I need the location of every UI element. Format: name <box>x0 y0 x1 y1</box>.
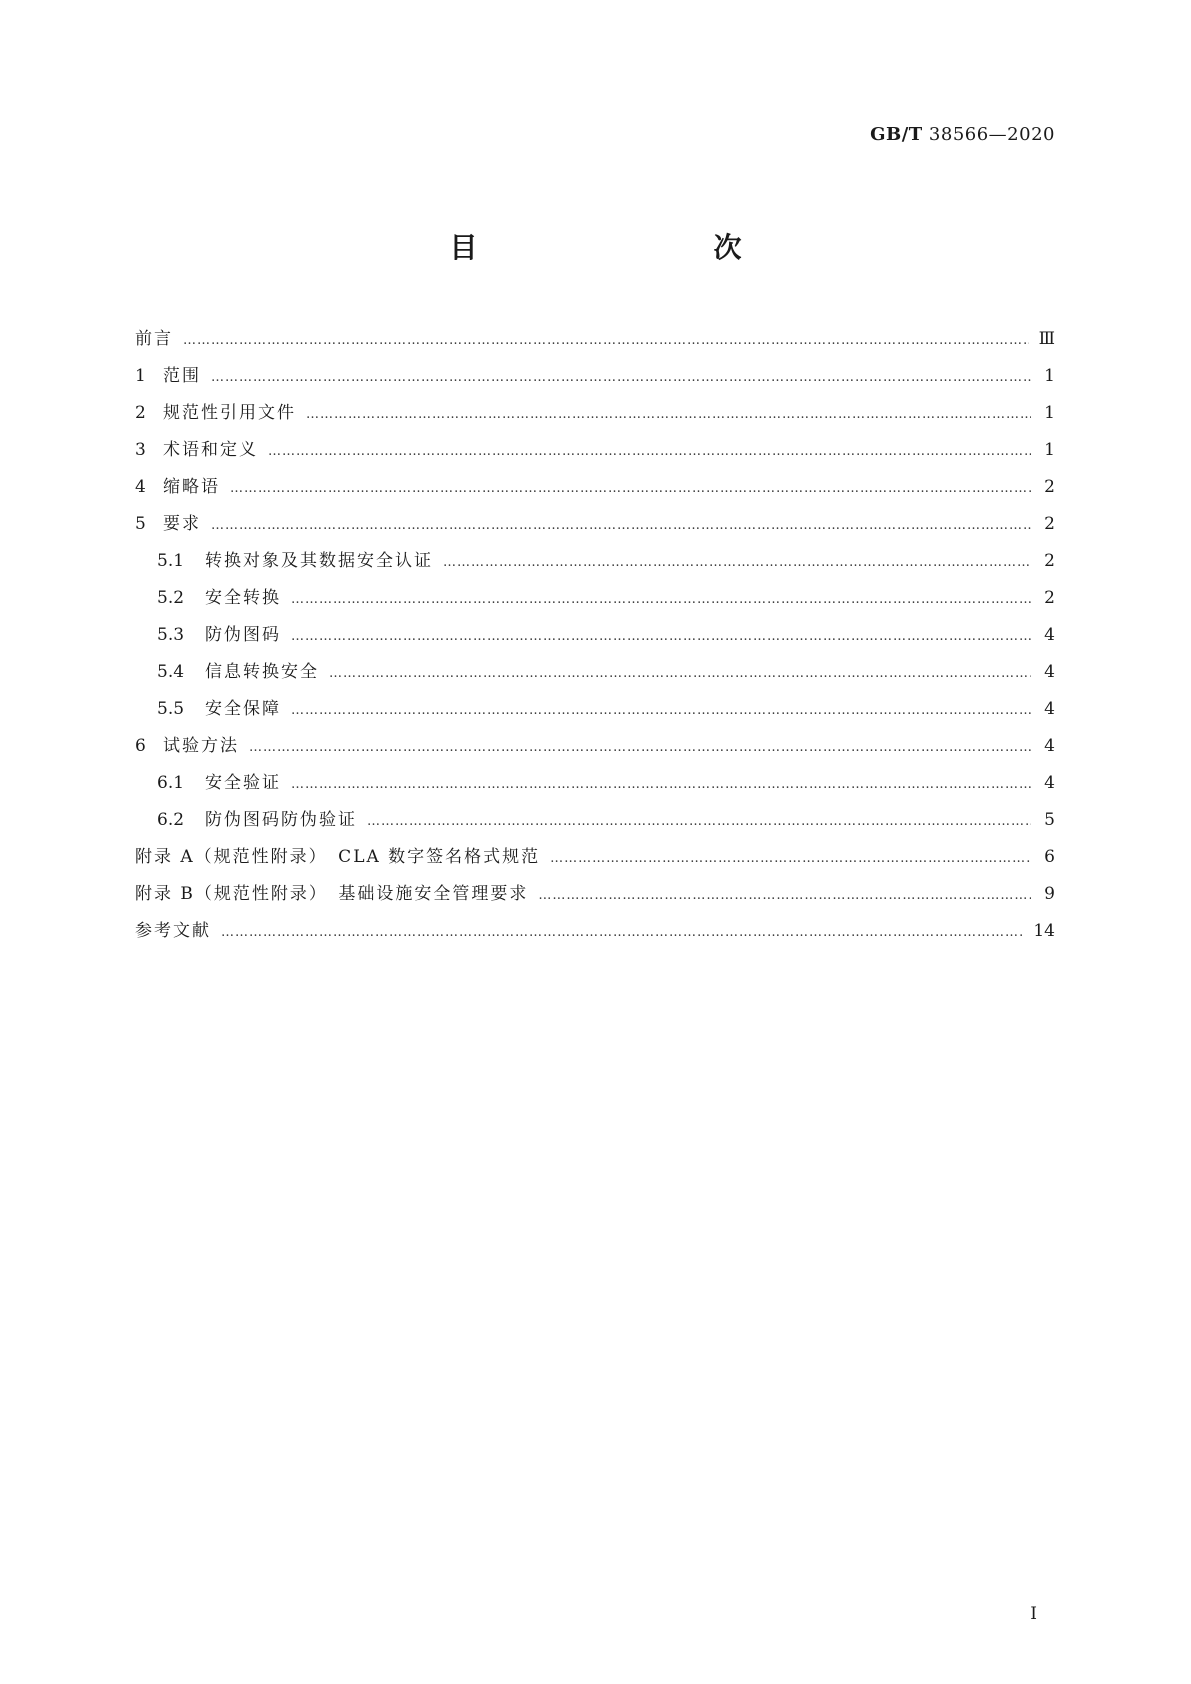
toc-entry-number: 5 <box>135 514 146 534</box>
toc-entry-page: 1 <box>1044 440 1055 460</box>
toc-entry-number: 2 <box>135 403 146 423</box>
toc-entry[interactable] <box>135 324 1055 361</box>
toc-entry-label: 安全保障 <box>205 699 281 719</box>
toc-entry[interactable] <box>135 879 1055 916</box>
toc-entry[interactable] <box>135 472 1055 509</box>
toc-entry[interactable] <box>135 546 1055 583</box>
toc-dot-leader <box>291 629 1031 644</box>
toc-dot-leader <box>249 740 1031 755</box>
toc-dot-leader <box>230 481 1031 496</box>
toc-entry-page: 4 <box>1044 736 1055 756</box>
table-of-contents <box>135 324 1055 953</box>
toc-entry[interactable] <box>135 768 1055 805</box>
toc-entry-page: Ⅲ <box>1038 329 1055 349</box>
document-code <box>870 124 1055 145</box>
toc-entry[interactable] <box>135 435 1055 472</box>
document-code-number: 38566—2020 <box>928 124 1055 145</box>
toc-entry-label: 防伪图码 <box>205 625 281 645</box>
toc-dot-leader <box>291 703 1031 718</box>
toc-entry-label: 转换对象及其数据安全认证 <box>205 551 433 571</box>
toc-entry-label: 缩略语 <box>163 477 220 497</box>
toc-entry-number: 6 <box>135 736 146 756</box>
toc-dot-leader <box>268 444 1031 459</box>
toc-entry[interactable] <box>135 361 1055 398</box>
toc-dot-leader <box>211 370 1031 385</box>
document-code-prefix: GB/T <box>870 124 923 145</box>
page-title: 目 次 <box>449 231 802 264</box>
toc-entry-number: 1 <box>135 366 146 386</box>
toc-entry-label: 附录 B（规范性附录） 基础设施安全管理要求 <box>135 884 529 904</box>
toc-dot-leader <box>550 851 1031 866</box>
toc-dot-leader <box>367 814 1031 829</box>
toc-entry[interactable] <box>135 583 1055 620</box>
toc-entry-page: 2 <box>1044 477 1055 497</box>
toc-entry-page: 14 <box>1033 921 1055 941</box>
page-number: I <box>1030 1604 1037 1624</box>
toc-entry-label: 信息转换安全 <box>205 662 319 682</box>
toc-entry-number: 5.3 <box>157 625 185 645</box>
toc-entry-label: 参考文献 <box>135 921 211 941</box>
toc-entry-label: 范围 <box>163 366 201 386</box>
toc-entry-number: 6.1 <box>157 773 185 793</box>
toc-entry-page: 4 <box>1044 773 1055 793</box>
toc-entry-number: 6.2 <box>157 810 185 830</box>
toc-entry-page: 4 <box>1044 699 1055 719</box>
toc-entry[interactable] <box>135 620 1055 657</box>
toc-entry-page: 2 <box>1044 514 1055 534</box>
toc-entry[interactable] <box>135 731 1055 768</box>
toc-entry-label: 附录 A（规范性附录） CLA 数字签名格式规范 <box>135 847 541 867</box>
toc-entry-page: 4 <box>1044 662 1055 682</box>
toc-dot-leader <box>538 888 1031 903</box>
toc-entry-label: 防伪图码防伪验证 <box>205 810 357 830</box>
toc-entry-page: 9 <box>1044 884 1055 904</box>
toc-entry[interactable] <box>135 916 1055 953</box>
toc-entry-label: 规范性引用文件 <box>163 403 296 423</box>
toc-entry[interactable] <box>135 805 1055 842</box>
toc-dot-leader <box>329 666 1031 681</box>
toc-entry-page: 1 <box>1044 366 1055 386</box>
toc-dot-leader <box>221 925 1023 940</box>
toc-entry-label: 安全转换 <box>205 588 281 608</box>
toc-entry-page: 6 <box>1044 847 1055 867</box>
toc-entry-number: 5.1 <box>157 551 185 571</box>
toc-entry-number: 4 <box>135 477 146 497</box>
toc-entry[interactable] <box>135 657 1055 694</box>
toc-dot-leader <box>306 407 1031 422</box>
toc-entry-page: 4 <box>1044 625 1055 645</box>
toc-entry[interactable] <box>135 509 1055 546</box>
toc-entry-label: 安全验证 <box>205 773 281 793</box>
toc-dot-leader <box>291 592 1031 607</box>
toc-entry-number: 5.5 <box>157 699 185 719</box>
toc-dot-leader <box>211 518 1031 533</box>
toc-entry-label: 试验方法 <box>163 736 239 756</box>
toc-entry-label: 要求 <box>163 514 201 534</box>
toc-entry-number: 5.2 <box>157 588 185 608</box>
toc-entry-label: 术语和定义 <box>163 440 258 460</box>
toc-entry[interactable] <box>135 398 1055 435</box>
toc-entry-page: 1 <box>1044 403 1055 423</box>
toc-entry-page: 2 <box>1044 551 1055 571</box>
toc-entry-page: 5 <box>1044 810 1055 830</box>
toc-entry[interactable] <box>135 694 1055 731</box>
toc-entry-number: 3 <box>135 440 146 460</box>
toc-dot-leader <box>291 777 1031 792</box>
toc-dot-leader <box>183 333 1029 348</box>
toc-entry-label: 前言 <box>135 329 173 349</box>
toc-entry-number: 5.4 <box>157 662 185 682</box>
toc-entry-page: 2 <box>1044 588 1055 608</box>
toc-dot-leader <box>443 555 1031 570</box>
toc-entry[interactable] <box>135 842 1055 879</box>
